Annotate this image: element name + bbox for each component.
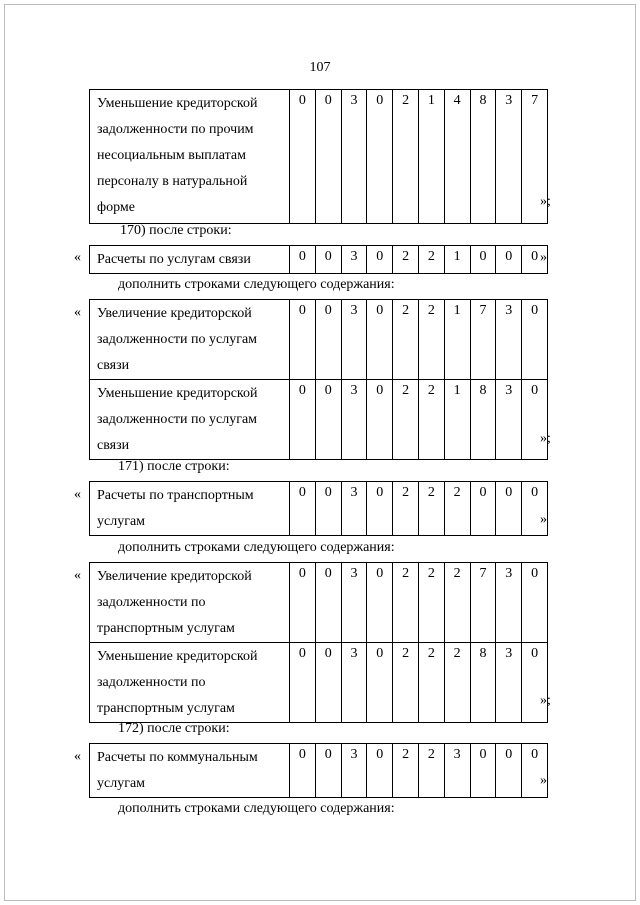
- item-heading: 170) после строки:: [120, 223, 232, 238]
- code-digit: 0: [290, 380, 316, 460]
- code-digit: 0: [290, 563, 316, 643]
- code-digit: 0: [315, 744, 341, 798]
- row-name: [90, 246, 290, 274]
- code-digit: 3: [341, 300, 367, 380]
- code-digit: 0: [290, 643, 316, 723]
- code-digit: 2: [444, 563, 470, 643]
- closing-quote: »;: [540, 194, 551, 209]
- code-digit: 2: [418, 563, 444, 643]
- code-digit: 7: [470, 300, 496, 380]
- row-name: [90, 482, 290, 536]
- row-name: [90, 563, 290, 643]
- code-digit: 2: [393, 563, 419, 643]
- table-row: [90, 482, 548, 536]
- code-digit: 3: [341, 90, 367, 224]
- row-name-line: связи: [97, 438, 130, 453]
- code-digit: 0: [367, 482, 393, 536]
- code-digit: 1: [418, 90, 444, 224]
- code-digit: 1: [444, 380, 470, 460]
- row-name-line: форме: [97, 200, 135, 215]
- table-row: [90, 300, 548, 380]
- code-digit: 0: [290, 300, 316, 380]
- code-digit: 2: [444, 643, 470, 723]
- code-digit: 0: [496, 246, 522, 274]
- code-digit: 2: [418, 246, 444, 274]
- code-digit: 3: [444, 744, 470, 798]
- row-name-line: связи: [97, 358, 130, 373]
- code-digit: 0: [290, 246, 316, 274]
- code-digit: 2: [393, 482, 419, 536]
- table-row: [90, 380, 548, 460]
- opening-quote: «: [74, 250, 81, 265]
- code-digit: 3: [341, 246, 367, 274]
- opening-quote: «: [74, 568, 81, 583]
- code-table: [89, 743, 548, 798]
- table-row: [90, 246, 548, 274]
- item-heading: 172) после строки:: [118, 721, 230, 736]
- row-name-line: задолженности по: [97, 675, 206, 690]
- code-digit: 0: [522, 380, 548, 460]
- code-digit: 2: [393, 643, 419, 723]
- add-text: дополнить строками следующего содержания:: [118, 540, 395, 555]
- code-digit: 7: [522, 90, 548, 224]
- code-digit: 0: [522, 300, 548, 380]
- opening-quote: «: [74, 749, 81, 764]
- row-name-line: задолженности по услугам: [97, 412, 258, 427]
- code-digit: 2: [393, 380, 419, 460]
- row-name-line: Расчеты по коммунальным: [97, 750, 258, 765]
- code-table: [89, 245, 548, 274]
- closing-quote: »;: [540, 693, 551, 708]
- code-digit: 0: [470, 246, 496, 274]
- code-digit: 8: [470, 380, 496, 460]
- code-digit: 4: [444, 90, 470, 224]
- code-digit: 3: [341, 380, 367, 460]
- row-name-line: Увеличение кредиторской: [97, 569, 252, 584]
- code-digit: 2: [393, 90, 419, 224]
- code-table: [89, 299, 548, 460]
- row-name-line: Уменьшение кредиторской: [97, 386, 258, 401]
- row-name-line: задолженности по услугам: [97, 332, 258, 347]
- row-name-line: транспортным услугам: [97, 621, 235, 636]
- code-digit: 0: [290, 744, 316, 798]
- item-heading: 171) после строки:: [118, 459, 230, 474]
- code-digit: 3: [341, 563, 367, 643]
- code-digit: 2: [418, 643, 444, 723]
- code-digit: 0: [522, 482, 548, 536]
- code-digit: 2: [393, 246, 419, 274]
- opening-quote: «: [74, 305, 81, 320]
- code-digit: 2: [418, 482, 444, 536]
- closing-quote: »: [540, 773, 547, 788]
- code-digit: 3: [496, 643, 522, 723]
- code-digit: 0: [522, 246, 548, 274]
- row-name-line: персоналу в натуральной: [97, 174, 248, 189]
- code-digit: 3: [341, 744, 367, 798]
- row-name: [90, 300, 290, 380]
- code-digit: 0: [522, 563, 548, 643]
- code-digit: 3: [341, 482, 367, 536]
- code-digit: 0: [315, 643, 341, 723]
- code-digit: 7: [470, 563, 496, 643]
- code-digit: 2: [418, 380, 444, 460]
- code-digit: 8: [470, 643, 496, 723]
- table-row: [90, 90, 548, 224]
- code-digit: 3: [341, 643, 367, 723]
- code-digit: 3: [496, 90, 522, 224]
- row-name-line: услугам: [97, 776, 146, 791]
- row-name-line: Уменьшение кредиторской: [97, 649, 258, 664]
- row-name-line: услугам: [97, 514, 146, 529]
- code-table: [89, 562, 548, 723]
- row-name: [90, 380, 290, 460]
- code-digit: 2: [393, 744, 419, 798]
- code-digit: 0: [290, 482, 316, 536]
- code-digit: 3: [496, 300, 522, 380]
- code-digit: 0: [367, 90, 393, 224]
- add-text: дополнить строками следующего содержания:: [118, 801, 395, 816]
- code-digit: 8: [470, 90, 496, 224]
- code-digit: 2: [393, 300, 419, 380]
- code-table: [89, 89, 548, 224]
- row-name: [90, 744, 290, 798]
- page-number: 107: [309, 60, 331, 75]
- code-digit: 0: [315, 300, 341, 380]
- add-text: дополнить строками следующего содержания:: [118, 277, 395, 292]
- table-row: [90, 643, 548, 723]
- code-digit: 3: [496, 563, 522, 643]
- code-digit: 0: [522, 643, 548, 723]
- code-digit: 2: [444, 482, 470, 536]
- row-name: [90, 643, 290, 723]
- table-row: [90, 744, 548, 798]
- row-name-line: Расчеты по услугам связи: [97, 252, 251, 267]
- row-name-line: транспортным услугам: [97, 701, 235, 716]
- closing-quote: »;: [540, 431, 551, 446]
- code-digit: 0: [315, 380, 341, 460]
- row-name-line: Уменьшение кредиторской: [97, 96, 258, 111]
- code-digit: 1: [444, 246, 470, 274]
- row-name-line: несоциальным выплатам: [97, 148, 246, 163]
- row-name-line: Увеличение кредиторской: [97, 306, 252, 321]
- code-digit: 0: [315, 246, 341, 274]
- code-digit: 0: [290, 90, 316, 224]
- code-digit: 0: [496, 744, 522, 798]
- code-digit: 0: [522, 744, 548, 798]
- code-digit: 0: [367, 246, 393, 274]
- row-name-line: Расчеты по транспортным: [97, 488, 254, 503]
- code-digit: 1: [444, 300, 470, 380]
- table-row: [90, 563, 548, 643]
- row-name-line: задолженности по: [97, 595, 206, 610]
- code-digit: 0: [470, 482, 496, 536]
- code-digit: 0: [367, 300, 393, 380]
- code-digit: 3: [496, 380, 522, 460]
- row-name-line: задолженности по прочим: [97, 122, 254, 137]
- code-digit: 2: [418, 744, 444, 798]
- code-digit: 2: [418, 300, 444, 380]
- opening-quote: «: [74, 487, 81, 502]
- closing-quote: »: [540, 512, 547, 527]
- row-name: [90, 90, 290, 224]
- code-digit: 0: [315, 563, 341, 643]
- closing-quote: »: [540, 250, 547, 265]
- code-table: [89, 481, 548, 536]
- code-digit: 0: [367, 563, 393, 643]
- code-digit: 0: [496, 482, 522, 536]
- code-digit: 0: [470, 744, 496, 798]
- code-digit: 0: [315, 90, 341, 224]
- code-digit: 0: [367, 380, 393, 460]
- code-digit: 0: [315, 482, 341, 536]
- code-digit: 0: [367, 643, 393, 723]
- code-digit: 0: [367, 744, 393, 798]
